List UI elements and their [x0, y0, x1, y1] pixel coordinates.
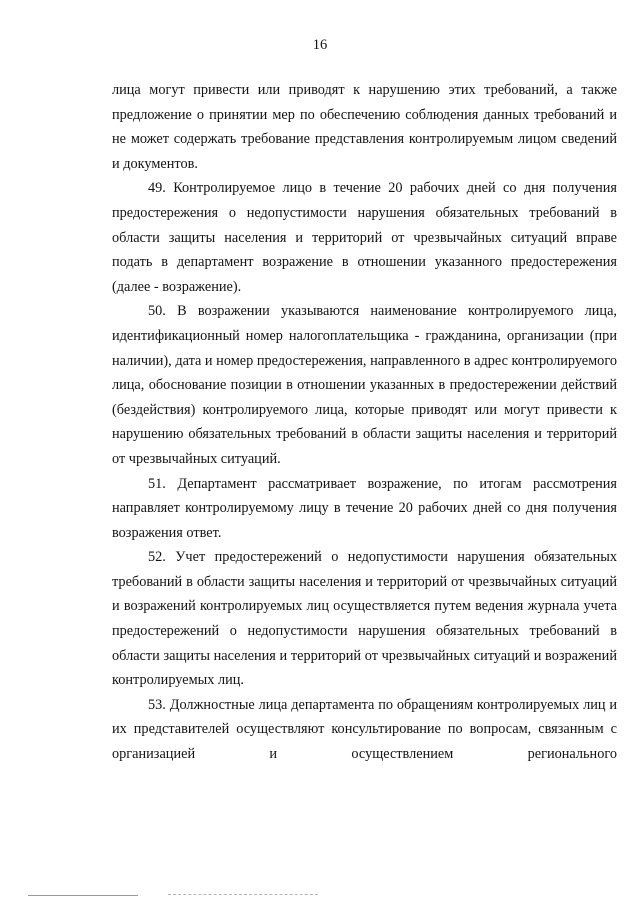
footer-rule-left [28, 895, 138, 896]
paragraph-52: 52. Учет предостережений о недопустимости нарушения обязательных требований в области защиты населения и территорий от чрезвычайных ситуаций и возражений контролируемых лиц осуществляется путем ведения журнала учета предостережений о недопустимости нарушения обязательных требований в области защиты населения и территорий от чрезвычайных ситуаций и возражений контролируемых лиц. [112, 549, 617, 689]
footer-rule-right [168, 894, 318, 895]
page-number: 16 [312, 37, 328, 53]
document-body [112, 78, 617, 767]
paragraph-50: 50. В возражении указываются наименование контролируемого лица, идентификационный номер налогоплательщика - гражданина, организации (при наличии), дата и номер предостережения, направленного в адрес контролируемого лица, обоснование позиции в отношении указанных в предостережении действий (бездействия) контролируемого лица, которые приводят или могут привести к нарушению обязательных требований в области защиты населения и территорий от чрезвычайных ситуаций. [112, 303, 617, 467]
paragraph-53: 53. Должностные лица департамента по обращениям контролируемых лиц и их представителей осуществляют консультирование по вопросам, связанным с организацией и осуществлением регионального [112, 696, 617, 763]
paragraph-continued: лица могут привести или приводят к нарушению этих требований, а также предложение о принятии мер по обеспечению соблюдения данных требований и не может содержать требование представления контролируемым лицом сведений и документов. [112, 82, 617, 172]
paragraph-51: 51. Департамент рассматривает возражение, по итогам рассмотрения направляет контролируемому лицу в течение 20 рабочих дней со дня получения возражения ответ. [112, 475, 617, 541]
paragraph-49: 49. Контролируемое лицо в течение 20 рабочих дней со дня получения предостережения о недопустимости нарушения обязательных требований в области защиты населения и территорий от чрезвычайных ситуаций вправе подать в департамент возражение в отношении указанного предостережения (далее - возражение). [112, 180, 617, 295]
